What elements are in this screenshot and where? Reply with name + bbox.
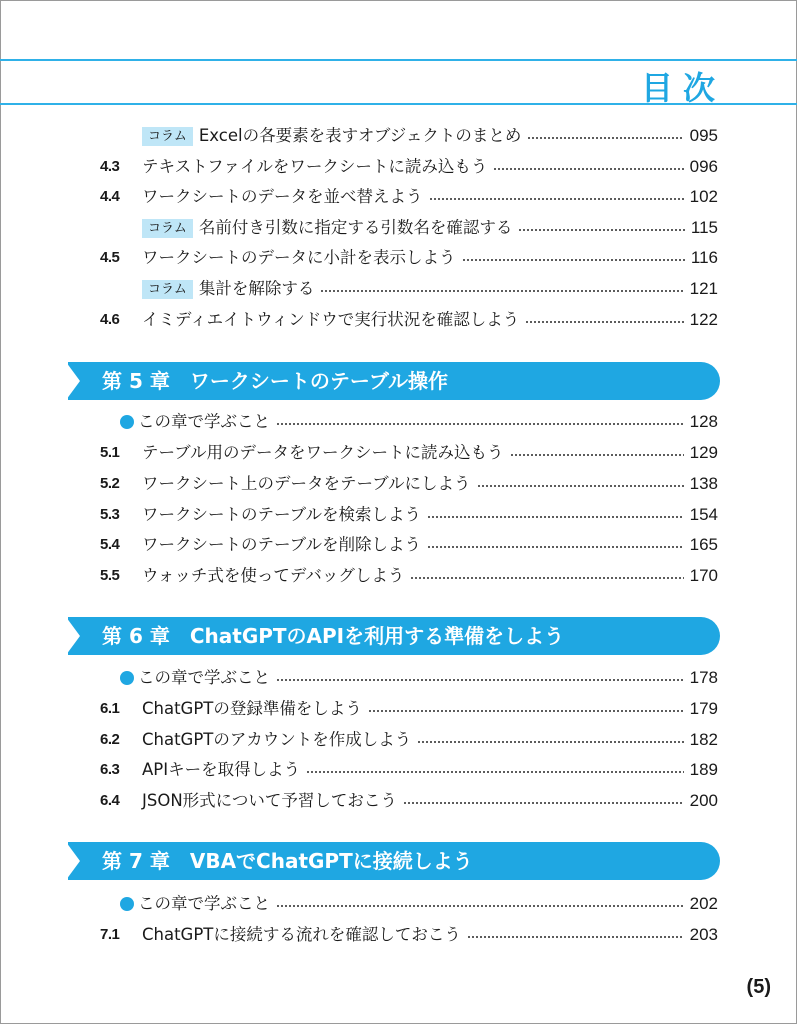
column-badge: コラム [142,219,193,238]
entry-label: この章で学ぶこと [138,412,270,431]
section-number: 5.2 [100,475,120,492]
toc-entry[interactable] [100,563,718,589]
entry-label: JSON形式について予習しておこう [142,791,397,810]
dot-leader [417,741,683,743]
chapter-6-heading[interactable] [68,617,720,655]
entry-label: ChatGPTの登録準備をしよう [142,699,362,718]
section-number: 5.1 [100,444,120,461]
toc-entry[interactable] [100,788,718,814]
bullet-circle-icon [120,671,134,685]
section-number: 4.5 [100,249,120,266]
toc-entry[interactable] [100,696,718,722]
toc-entry[interactable] [100,727,718,753]
entry-label: ChatGPTのアカウントを作成しよう [142,730,412,749]
section-number: 6.1 [100,700,120,717]
entry-page: 154 [689,505,718,524]
section-number: 4.6 [100,311,120,328]
entry-page: 165 [689,535,718,554]
section-number: 4.4 [100,188,120,205]
entry-label: ワークシートのテーブルを削除しよう [142,535,422,554]
dot-leader [493,168,683,170]
entry-page: 202 [689,894,718,913]
dot-leader [403,802,684,804]
chapter-7-heading[interactable] [68,842,720,880]
toc-column-entry[interactable] [140,276,718,302]
toc-entry[interactable] [100,154,718,180]
bullet-circle-icon [120,415,134,429]
entry-label: APIキーを取得しよう [142,760,301,779]
entry-page: 182 [689,730,718,749]
entry-page: 189 [689,760,718,779]
toc-entry[interactable] [100,440,718,466]
entry-page: 115 [690,218,718,237]
entry-page: 128 [689,412,718,431]
entry-page: 121 [689,279,718,298]
toc-overview-entry[interactable] [100,665,718,691]
entry-label: 名前付き引数に指定する引数名を確認する [198,218,513,237]
page-title: 目次 [640,69,725,107]
entry-label: Excelの各要素を表すオブジェクトのまとめ [198,126,522,145]
dot-leader [306,771,684,773]
entry-label: ワークシートのデータに小計を表示しよう [142,248,456,267]
toc-overview-entry[interactable] [100,409,718,435]
entry-label: この章で学ぶこと [138,894,270,913]
bullet-circle-icon [120,897,134,911]
section-number: 5.5 [100,567,120,584]
dot-leader [276,679,684,681]
section-number: 6.4 [100,792,120,809]
toc-entry[interactable] [100,307,718,333]
chapter-title: 第 5 章 ワークシートのテーブル操作 [102,369,449,393]
toc-column-entry[interactable] [140,215,718,241]
entry-page: 203 [689,925,718,944]
entry-page: 102 [689,187,718,206]
entry-label: テキストファイルをワークシートに読み込もう [142,157,488,176]
toc-entry[interactable] [100,757,718,783]
entry-page: 096 [689,157,718,176]
entry-label: ワークシートのデータを並べ替えよう [142,187,423,206]
toc-entry[interactable] [100,502,718,528]
entry-page: 122 [689,310,718,329]
toc-entry[interactable] [100,184,718,210]
section-number: 4.3 [100,158,120,175]
entry-page: 116 [690,248,718,267]
dot-leader [462,259,685,261]
entry-label: ChatGPTに接続する流れを確認しておこう [142,925,461,944]
entry-page: 129 [689,443,718,462]
section-number: 7.1 [100,926,120,943]
entry-page: 178 [689,668,718,687]
entry-label: テーブル用のデータをワークシートに読み込もう [142,443,504,462]
dot-leader [477,485,684,487]
section-number: 5.3 [100,506,120,523]
toc-entry[interactable] [100,471,718,497]
entry-label: 集計を解除する [198,279,315,298]
dot-leader [527,137,683,139]
dot-leader [510,454,684,456]
toc-overview-entry[interactable] [100,891,718,917]
entry-page: 095 [689,126,718,145]
chapter-notch [66,842,80,880]
dot-leader [276,423,684,425]
column-badge: コラム [142,280,193,299]
toc-entry[interactable] [100,245,718,271]
dot-leader [429,198,684,200]
dot-leader [276,905,684,907]
entry-page: 138 [689,474,718,493]
entry-label: ウォッチ式を使ってデバッグしよう [142,566,405,585]
dot-leader [467,936,684,938]
section-number: 5.4 [100,536,120,553]
entry-label: イミディエイトウィンドウで実行状況を確認しよう [142,310,520,329]
entry-page: 170 [689,566,718,585]
dot-leader [427,546,684,548]
column-badge: コラム [142,127,193,146]
section-number: 6.3 [100,761,120,778]
entry-label: ワークシートのテーブルを検索しよう [142,505,422,524]
toc-entry[interactable] [100,532,718,558]
dot-leader [320,290,683,292]
toc-column-entry[interactable] [140,123,718,149]
dot-leader [427,516,684,518]
chapter-title: 第 7 章 VBAでChatGPTに接続しよう [102,849,473,873]
dot-leader [525,321,683,323]
entry-page: 200 [689,791,718,810]
entry-label: ワークシート上のデータをテーブルにしよう [142,474,471,493]
dot-leader [518,229,685,231]
dot-leader [410,577,683,579]
page-folio: (5) [746,976,771,998]
toc-entry[interactable] [100,922,718,948]
dot-leader [368,710,684,712]
entry-page: 179 [689,699,718,718]
chapter-notch [66,362,80,400]
chapter-title: 第 6 章 ChatGPTのAPIを利用する準備をしよう [102,624,565,648]
chapter-notch [66,617,80,655]
section-number: 6.2 [100,731,120,748]
entry-label: この章で学ぶこと [138,668,270,687]
chapter-5-heading[interactable] [68,362,720,400]
